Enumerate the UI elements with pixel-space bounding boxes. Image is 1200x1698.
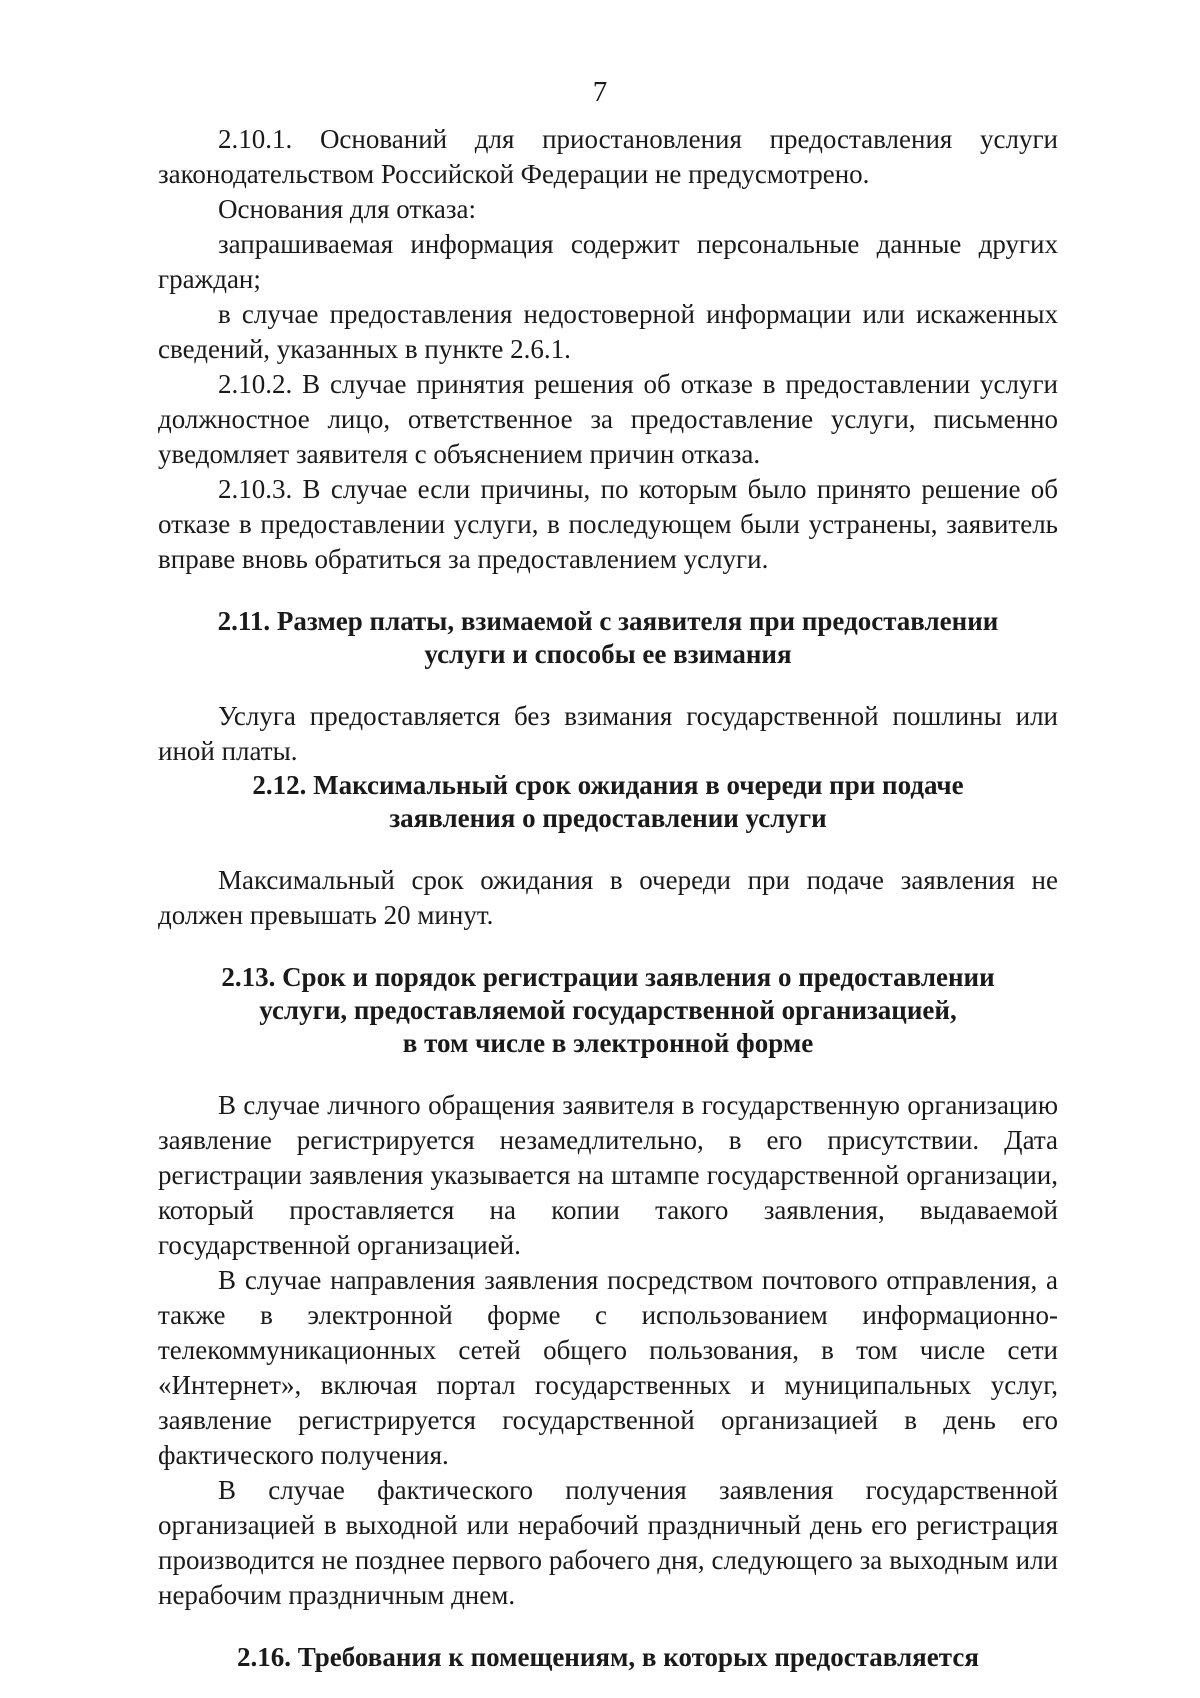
paragraph-refusal-grounds: Основания для отказа: [218, 194, 477, 224]
heading-2-13-line1: 2.13. Срок и порядок регистрации заявления о предоставлении [221, 962, 995, 992]
heading-2-12-line2: заявления о предоставлении услуги [389, 803, 827, 833]
heading-2-16-line1: 2.16. Требования к помещениям, в которых предоставляется [237, 1642, 979, 1672]
paragraph-2-13-holiday: В случае фактического получения заявления государственной организацией в выходной или нерабочий праздничный день его регистрация производится не позднее первого рабочего дня, следующего за выходным или нерабочим праздничным днем. [158, 1475, 1058, 1610]
heading-2-16 [158, 1641, 1058, 1674]
paragraph-2-11-fee: Услуга предоставляется без взимания государственной пошлины или иной платы. [158, 701, 1058, 766]
page-number: 7 [592, 76, 608, 108]
heading-2-13-line2: услуги, предоставляемой государственной организацией, [259, 995, 957, 1025]
paragraph-2-10-2: 2.10.2. В случае принятия решения об отказе в предоставлении услуги должностное лицо, ответственное за предоставление услуги, письменно уведомляет заявителя с объяснением причин отказа. [158, 369, 1058, 469]
paragraph-2-12-wait: Максимальный срок ожидания в очереди при подаче заявления не должен превышать 20 минут. [158, 865, 1058, 930]
document-body [158, 122, 1058, 1674]
paragraph-personal-data: запрашиваемая информация содержит персональные данные других граждан; [158, 229, 1058, 294]
paragraph-2-10-1: 2.10.1. Оснований для приостановления предоставления услуги законодательством Российской Федерации не предусмотрено. [158, 124, 1058, 189]
heading-2-11-line1: 2.11. Размер платы, взимаемой с заявителя при предоставлении [217, 606, 999, 636]
paragraph-2-10-3: 2.10.3. В случае если причины, по которым было принято решение об отказе в предоставлении услуги, в последующем были устранены, заявитель вправе вновь обратиться за предоставлением услуги. [158, 474, 1058, 574]
heading-2-12-line1: 2.12. Максимальный срок ожидания в очереди при подаче [252, 770, 964, 800]
paragraph-false-info: в случае предоставления недостоверной информации или искаженных сведений, указанных в пункте 2.6.1. [158, 299, 1058, 364]
heading-2-11-line2: услуги и способы ее взимания [424, 639, 792, 669]
heading-2-13 [158, 961, 1058, 1060]
paragraph-2-13-postal: В случае направления заявления посредством почтового отправления, а также в электронной форме с использованием информационно-телекоммуникационных сетей общего пользования, в том числе сети «Интернет», включая портал государственных и муниципальных услуг, заявление регистрируется государственной организацией в день его фактического получения. [158, 1265, 1058, 1470]
paragraph-2-13-personal: В случае личного обращения заявителя в государственную организацию заявление регистрируется незамедлительно, в его присутствии. Дата регистрации заявления указывается на штампе государственной организации, который проставляется на копии такого заявления, выдаваемой государственной организацией. [158, 1090, 1058, 1260]
heading-2-11 [158, 605, 1058, 671]
heading-2-12 [158, 769, 1058, 835]
heading-2-13-line3: в том числе в электронной форме [402, 1028, 814, 1058]
